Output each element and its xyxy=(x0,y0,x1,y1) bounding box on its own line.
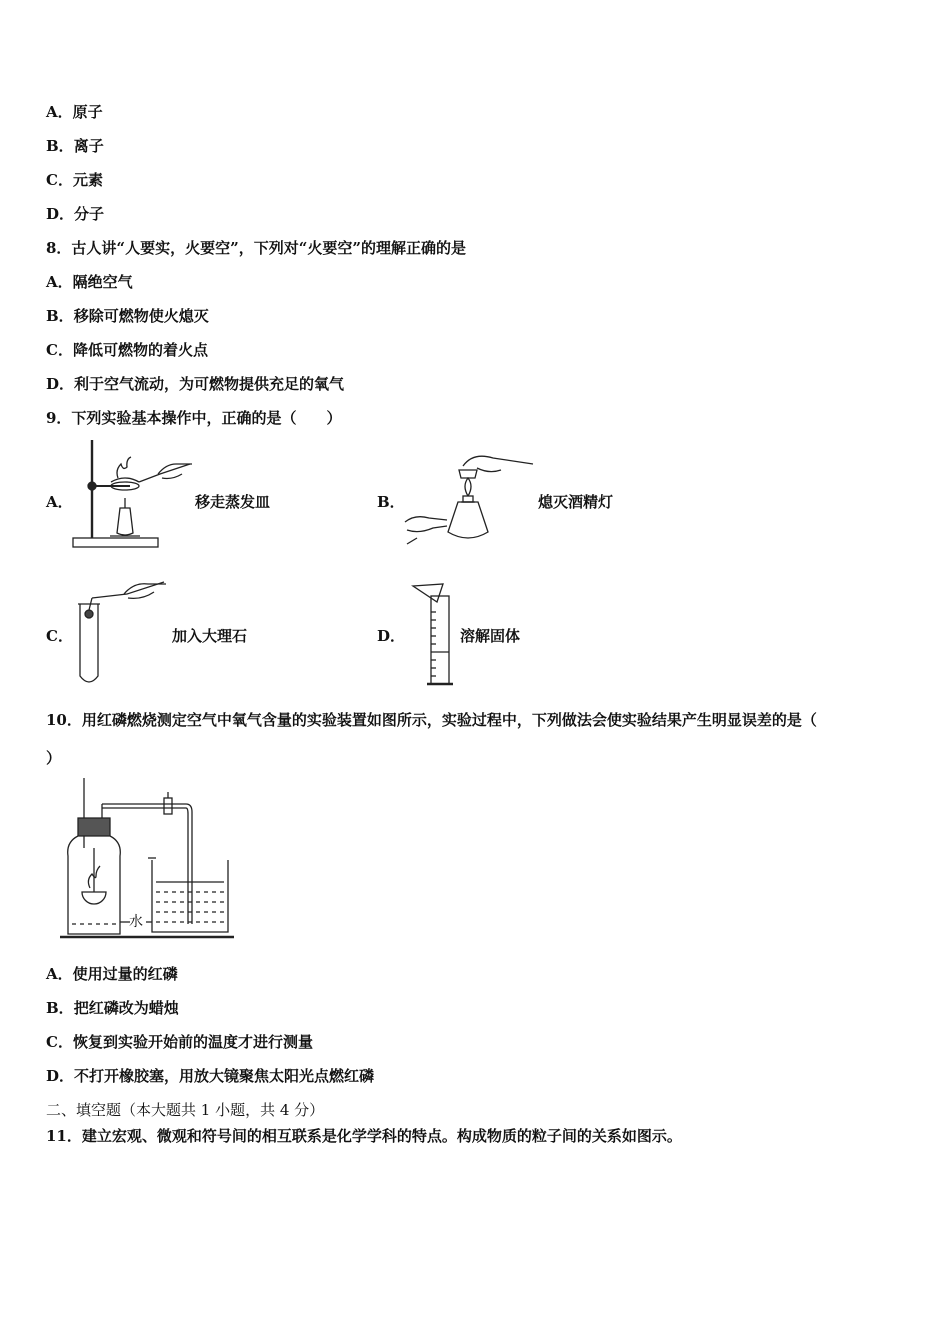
option-letter: C． xyxy=(46,1033,73,1051)
q10-option-a xyxy=(46,964,178,984)
test-tube-figure xyxy=(72,576,172,691)
evaporating-dish-figure xyxy=(70,438,195,553)
q8-option-c xyxy=(46,340,208,360)
option-text: 离子 xyxy=(73,137,104,155)
q7-option-d xyxy=(46,204,104,224)
section-heading: 二、填空题（本大题共 1 小题，共 4 分） xyxy=(46,1101,325,1119)
option-text: 元素 xyxy=(72,171,103,189)
option-text: 不打开橡胶塞，用放大镜聚焦太阳光点燃红磷 xyxy=(74,1067,375,1085)
option-text: 分子 xyxy=(74,205,105,223)
q11-stem: 11．建立宏观、微观和符号间的相互联系是化学学科的特点。构成物质的粒子间的关系如图示。 xyxy=(46,1127,682,1145)
option-text: 移除可燃物使火熄灭 xyxy=(73,307,209,325)
graduated-cylinder-figure xyxy=(403,582,463,692)
option-letter: A． xyxy=(46,965,73,983)
option-text: 降低可燃物的着火点 xyxy=(72,341,208,359)
q9-option-b-caption: 熄灭酒精灯 xyxy=(538,493,614,511)
option-letter: B． xyxy=(46,137,74,155)
q10-option-b xyxy=(46,998,179,1018)
q10-stem-line1: 10．用红磷燃烧测定空气中氧气含量的实验装置如图所示，实验过程中，下列做法会使实验结果产生明显误差的是（ xyxy=(46,711,817,729)
oxygen-measurement-apparatus-figure xyxy=(58,776,238,941)
q10-option-d xyxy=(46,1066,374,1086)
q7-option-a xyxy=(46,102,103,122)
option-letter: A． xyxy=(46,273,73,291)
option-text: 把红磷改为蜡烛 xyxy=(73,999,179,1017)
option-text: 使用过量的红磷 xyxy=(72,965,178,983)
q9-option-c-caption: 加入大理石 xyxy=(172,627,248,645)
q9-option-c-letter: C． xyxy=(46,627,73,645)
q9-option-d-caption: 溶解固体 xyxy=(460,627,521,645)
q9-option-d-letter: D． xyxy=(377,627,406,645)
q7-option-c xyxy=(46,170,103,190)
q9-option-a-letter: A． xyxy=(46,493,73,511)
option-letter: C． xyxy=(46,171,73,189)
q9-option-b-letter: B． xyxy=(377,493,405,511)
option-letter: A． xyxy=(46,103,73,121)
option-letter: D． xyxy=(46,205,75,223)
q9-stem: 9．下列实验基本操作中，正确的是（ ） xyxy=(46,409,342,427)
option-letter: D． xyxy=(46,375,75,393)
q8-option-b xyxy=(46,306,209,326)
option-text: 恢复到实验开始前的温度才进行测量 xyxy=(72,1033,313,1051)
q10-stem-line2: ） xyxy=(46,749,62,767)
option-text: 利于空气流动，为可燃物提供充足的氧气 xyxy=(74,375,345,393)
option-letter: D． xyxy=(46,1067,75,1085)
water-label: 水 xyxy=(129,914,143,930)
option-letter: C． xyxy=(46,341,73,359)
option-text: 原子 xyxy=(72,103,103,121)
q8-stem: 8．古人讲“人要实，火要空”，下列对“火要空”的理解正确的是 xyxy=(46,239,466,257)
option-letter: B． xyxy=(46,999,74,1017)
option-text: 隔绝空气 xyxy=(72,273,133,291)
alcohol-lamp-figure xyxy=(403,452,538,552)
q9-option-a-caption: 移走蒸发皿 xyxy=(195,493,271,511)
q8-option-d xyxy=(46,374,344,394)
q10-option-c xyxy=(46,1032,313,1052)
option-letter: B． xyxy=(46,307,74,325)
q8-option-a xyxy=(46,272,133,292)
q7-option-b xyxy=(46,136,104,156)
